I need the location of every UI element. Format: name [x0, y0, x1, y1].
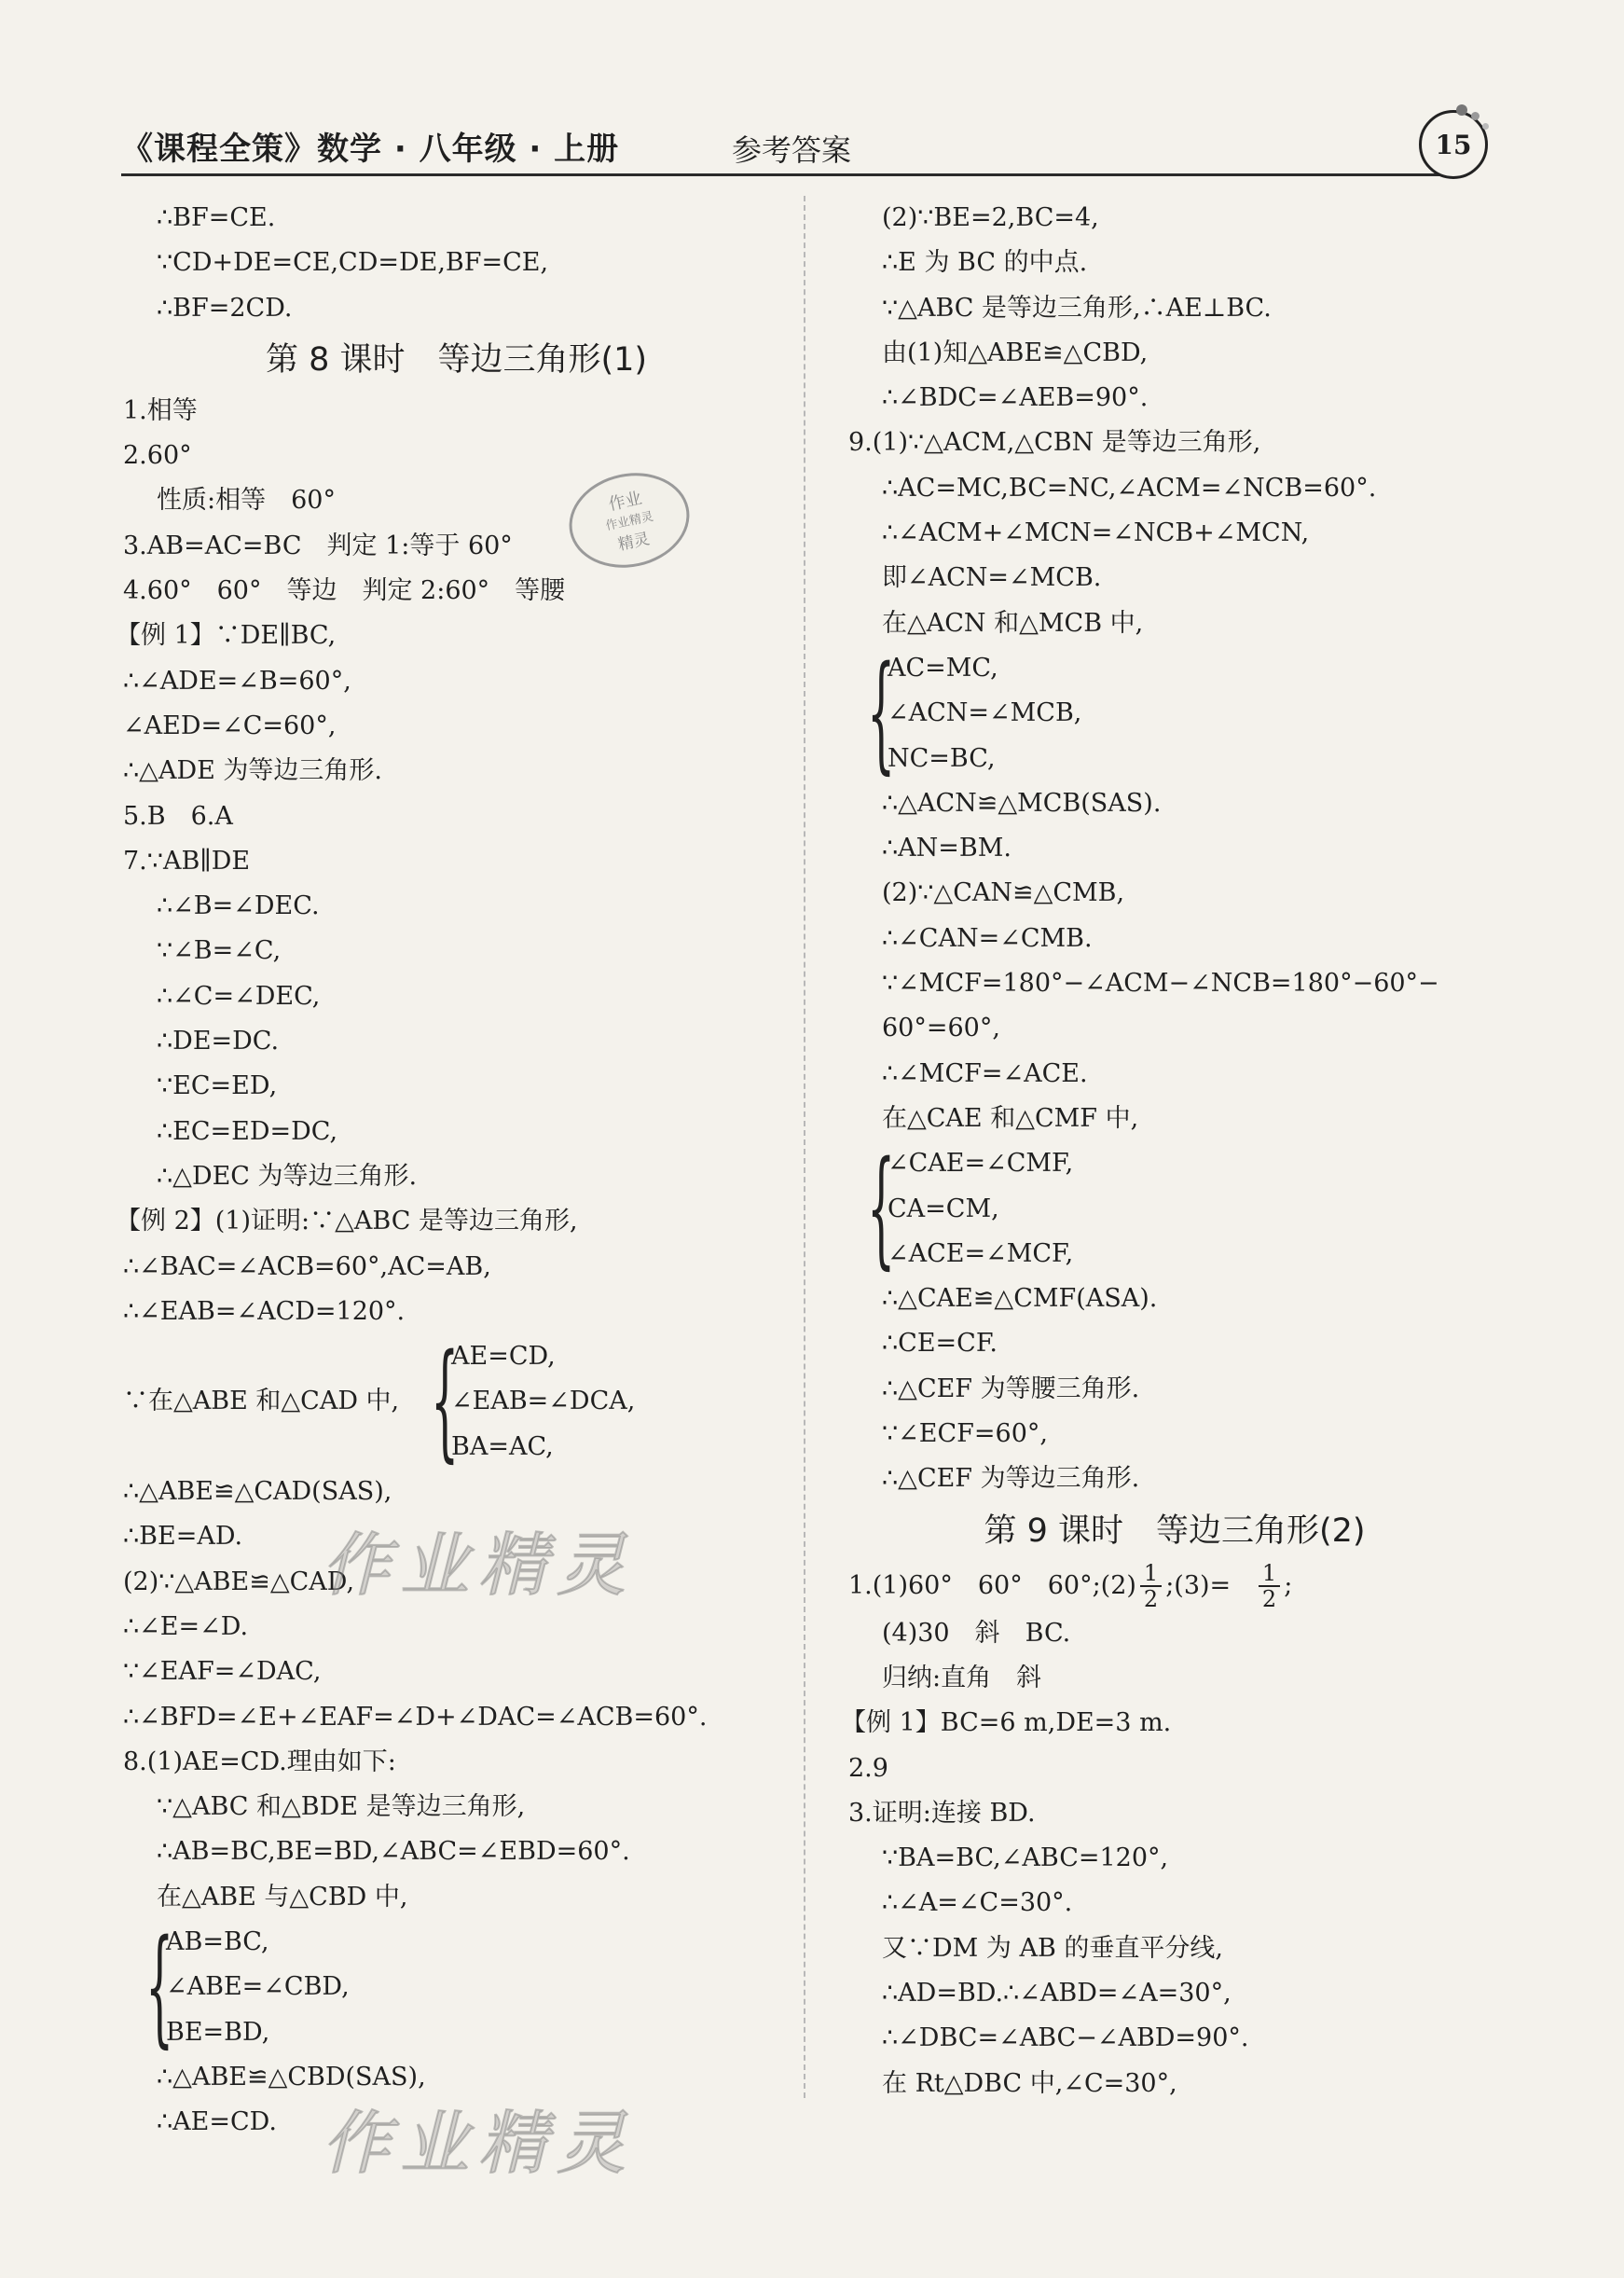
text-line: ∴AD=BD.∴∠ABD=∠A=30°, — [882, 1978, 1232, 2008]
stamp-text: 作业精灵 — [604, 509, 655, 534]
text-line: ∴E 为 BC 的中点. — [882, 248, 1088, 278]
left-brace: { — [431, 1328, 460, 1476]
text-line: ∴BF=CE. — [157, 203, 276, 232]
text-line: ∠CAE=∠CMF, — [888, 1149, 1074, 1179]
text-line: ∴△ABE≌△CBD(SAS), — [157, 2062, 426, 2092]
text-line: 又∵DM 为 AB 的垂直平分线, — [882, 1933, 1223, 1963]
watermark: 作业精灵 — [322, 2104, 635, 2184]
decor-dot — [1456, 104, 1467, 116]
q1-prefix: 1.(1)60° 60° 60°;(2) — [848, 1570, 1136, 1600]
page-number: 15 — [1419, 110, 1488, 179]
text-line: NC=BC, — [888, 743, 996, 773]
text-line: ∴∠CAN=∠CMB. — [882, 923, 1093, 953]
text-line: ∵CD+DE=CE,CD=DE,BF=CE, — [157, 248, 549, 278]
text-line: (2)∵△CAN≌△CMB, — [882, 878, 1125, 908]
right-column — [841, 196, 1501, 2106]
left-brace: { — [145, 1912, 174, 2061]
text-line: ∴△CEF 为等腰三角形. — [882, 1374, 1140, 1403]
text-line: BA=AC, — [451, 1431, 554, 1461]
text-line: ∴BE=AD. — [123, 1522, 243, 1552]
text-line: ∴∠A=∠C=30°. — [882, 1888, 1073, 1918]
decor-dot — [1471, 112, 1479, 120]
text-line: ∵∠EAF=∠DAC, — [123, 1657, 322, 1687]
text-line: (2)∵BE=2,BC=4, — [882, 203, 1099, 232]
text-line: ∴∠E=∠D. — [123, 1611, 249, 1641]
section-title: 参考答案 — [732, 132, 852, 168]
text-line: 8.(1)AE=CD.理由如下: — [123, 1746, 396, 1776]
stamp-text: 精灵 — [616, 530, 652, 555]
text-line: ∴∠MCF=∠ACE. — [882, 1058, 1088, 1088]
fraction-numerator: 1 — [1259, 1561, 1280, 1587]
text-line: 性质:相等 60° — [157, 486, 336, 516]
text-line: 3.AB=AC=BC 判定 1:等于 60° — [123, 531, 513, 560]
text-line: ∴∠ADE=∠B=60°, — [123, 666, 351, 696]
text-line: 4.60° 60° 等边 判定 2:60° 等腰 — [123, 576, 566, 606]
text-line: ∴△CEF 为等边三角形. — [882, 1464, 1140, 1494]
text-line: AC=MC, — [888, 653, 998, 683]
fraction — [1259, 1561, 1280, 1611]
text-line: CA=CM, — [888, 1194, 999, 1223]
text-line: 7.∵AB∥DE — [123, 846, 251, 876]
text-line: ∵∠B=∠C, — [157, 936, 282, 966]
text-line: 【例 1】BC=6 m,DE=3 m. — [841, 1708, 1172, 1738]
text-line: 【例 2】(1)证明:∵△ABC 是等边三角形, — [116, 1207, 578, 1236]
text-line: BE=BD, — [166, 2017, 270, 2047]
text-line: 9.(1)∵△ACM,△CBN 是等边三角形, — [848, 428, 1261, 458]
equation-system — [123, 1912, 790, 2061]
text-line: 2.9 — [848, 1753, 888, 1783]
text-line: 在△ABE 与△CBD 中, — [157, 1882, 408, 1912]
text-line: ∵BA=BC,∠ABC=120°, — [882, 1843, 1169, 1873]
text-line: ∴∠B=∠DEC. — [157, 891, 320, 921]
text-line: ∴△ADE 为等边三角形. — [123, 756, 382, 786]
text-line: ∵∠ECF=60°, — [882, 1419, 1048, 1449]
fraction-denominator: 2 — [1143, 1586, 1159, 1613]
text-line: AB=BC, — [166, 1926, 269, 1956]
column-divider — [804, 196, 805, 2098]
text-line: ∴△ABE≌△CAD(SAS), — [123, 1477, 392, 1507]
text-line: ∵在△ABE 和△CAD 中, — [123, 1387, 400, 1416]
watermark: 作业精灵 — [322, 1526, 635, 1606]
text-line: ∴∠DBC=∠ABC−∠ABD=90°. — [882, 2023, 1249, 2053]
book-title: 《课程全策》数学 · 八年级 · 上册 — [121, 131, 620, 168]
equation-system — [848, 1135, 1501, 1283]
fraction-numerator: 1 — [1140, 1561, 1162, 1587]
text-line: AE=CD, — [451, 1342, 556, 1372]
left-brace: { — [867, 1135, 896, 1283]
text-line: ∠ABE=∠CBD, — [166, 1972, 350, 2002]
text-line: ∠AED=∠C=60°, — [123, 711, 337, 740]
text-line: ∴BF=2CD. — [157, 293, 293, 323]
text-line: ∴∠BDC=∠AEB=90°. — [882, 383, 1149, 413]
text-line: ∴AB=BC,BE=BD,∠ABC=∠EBD=60°. — [157, 1837, 630, 1867]
text-line: ∵EC=ED, — [157, 1071, 278, 1101]
text-line — [848, 1560, 1501, 1611]
text-line: 在△CAE 和△CMF 中, — [882, 1103, 1139, 1133]
text-line: ∠EAB=∠DCA, — [451, 1387, 636, 1416]
text-line: ∴△DEC 为等边三角形. — [157, 1161, 418, 1191]
q1-suffix: ; — [1284, 1570, 1293, 1600]
text-line: ∵△ABC 和△BDE 是等边三角形, — [157, 1792, 526, 1822]
q1-mid: ;(3)= — [1165, 1570, 1232, 1600]
fraction-denominator: 2 — [1261, 1586, 1277, 1613]
text-line: ∴∠C=∠DEC, — [157, 981, 321, 1011]
text-line: 归纳:直角 斜 — [882, 1663, 1042, 1692]
text-line: ∵△ABC 是等边三角形,∴AE⊥BC. — [882, 293, 1272, 323]
left-brace: { — [867, 639, 896, 787]
text-line: 1.相等 — [123, 395, 198, 425]
equation-system — [848, 639, 1501, 787]
text-line: 由(1)知△ABE≌△CBD, — [882, 338, 1149, 367]
text-line: 5.B 6.A — [123, 801, 233, 831]
text-line: 在 Rt△DBC 中,∠C=30°, — [882, 2068, 1177, 2098]
text-line: 3.证明:连接 BD. — [848, 1798, 1036, 1828]
lesson-heading: 第 8 课时 等边三角形(1) — [265, 340, 648, 379]
text-line: 在△ACN 和△MCB 中, — [882, 608, 1144, 638]
text-line: ∴△ACN≌△MCB(SAS). — [882, 788, 1162, 818]
header-rule — [121, 173, 1445, 176]
text-line: ∴∠ACM+∠MCN=∠NCB+∠MCN, — [882, 518, 1310, 548]
text-line: 【例 1】∵DE∥BC, — [116, 621, 337, 651]
equation-system — [123, 1328, 790, 1476]
text-line: ∴CE=CF. — [882, 1329, 998, 1359]
text-line: (2)∵△ABE≌△CAD, — [123, 1567, 355, 1596]
text-line: ∴∠BFD=∠E+∠EAF=∠D+∠DAC=∠ACB=60°. — [123, 1702, 708, 1732]
text-line: ∴DE=DC. — [157, 1027, 280, 1056]
text-line: ∠ACN=∠MCB, — [888, 698, 1082, 728]
text-line: ∠ACE=∠MCF, — [888, 1238, 1074, 1268]
text-line: ∵∠MCF=180°−∠ACM−∠NCB=180°−60°− — [882, 969, 1439, 999]
text-line: 即∠ACN=∠MCB. — [882, 563, 1102, 593]
text-line: ∴△CAE≌△CMF(ASA). — [882, 1284, 1158, 1314]
text-line: ∴EC=ED=DC, — [157, 1116, 338, 1146]
fraction — [1140, 1561, 1162, 1611]
text-line: ∴AC=MC,BC=NC,∠ACM=∠NCB=60°. — [882, 473, 1377, 503]
text-line: ∴∠BAC=∠ACB=60°,AC=AB, — [123, 1251, 491, 1281]
text-line: 60°=60°, — [882, 1014, 1000, 1043]
lesson-heading: 第 9 课时 等边三角形(2) — [984, 1512, 1366, 1550]
text-line: ∴AN=BM. — [882, 834, 1012, 863]
left-column — [116, 196, 790, 2145]
decor-dot — [1482, 123, 1489, 130]
text-line: ∴∠EAB=∠ACD=120°. — [123, 1296, 406, 1326]
text-line: ∴AE=CD. — [157, 2107, 277, 2137]
text-line: (4)30 斜 BC. — [882, 1618, 1071, 1648]
text-line: 2.60° — [123, 441, 192, 471]
stamp-text: 作业 — [606, 488, 644, 515]
